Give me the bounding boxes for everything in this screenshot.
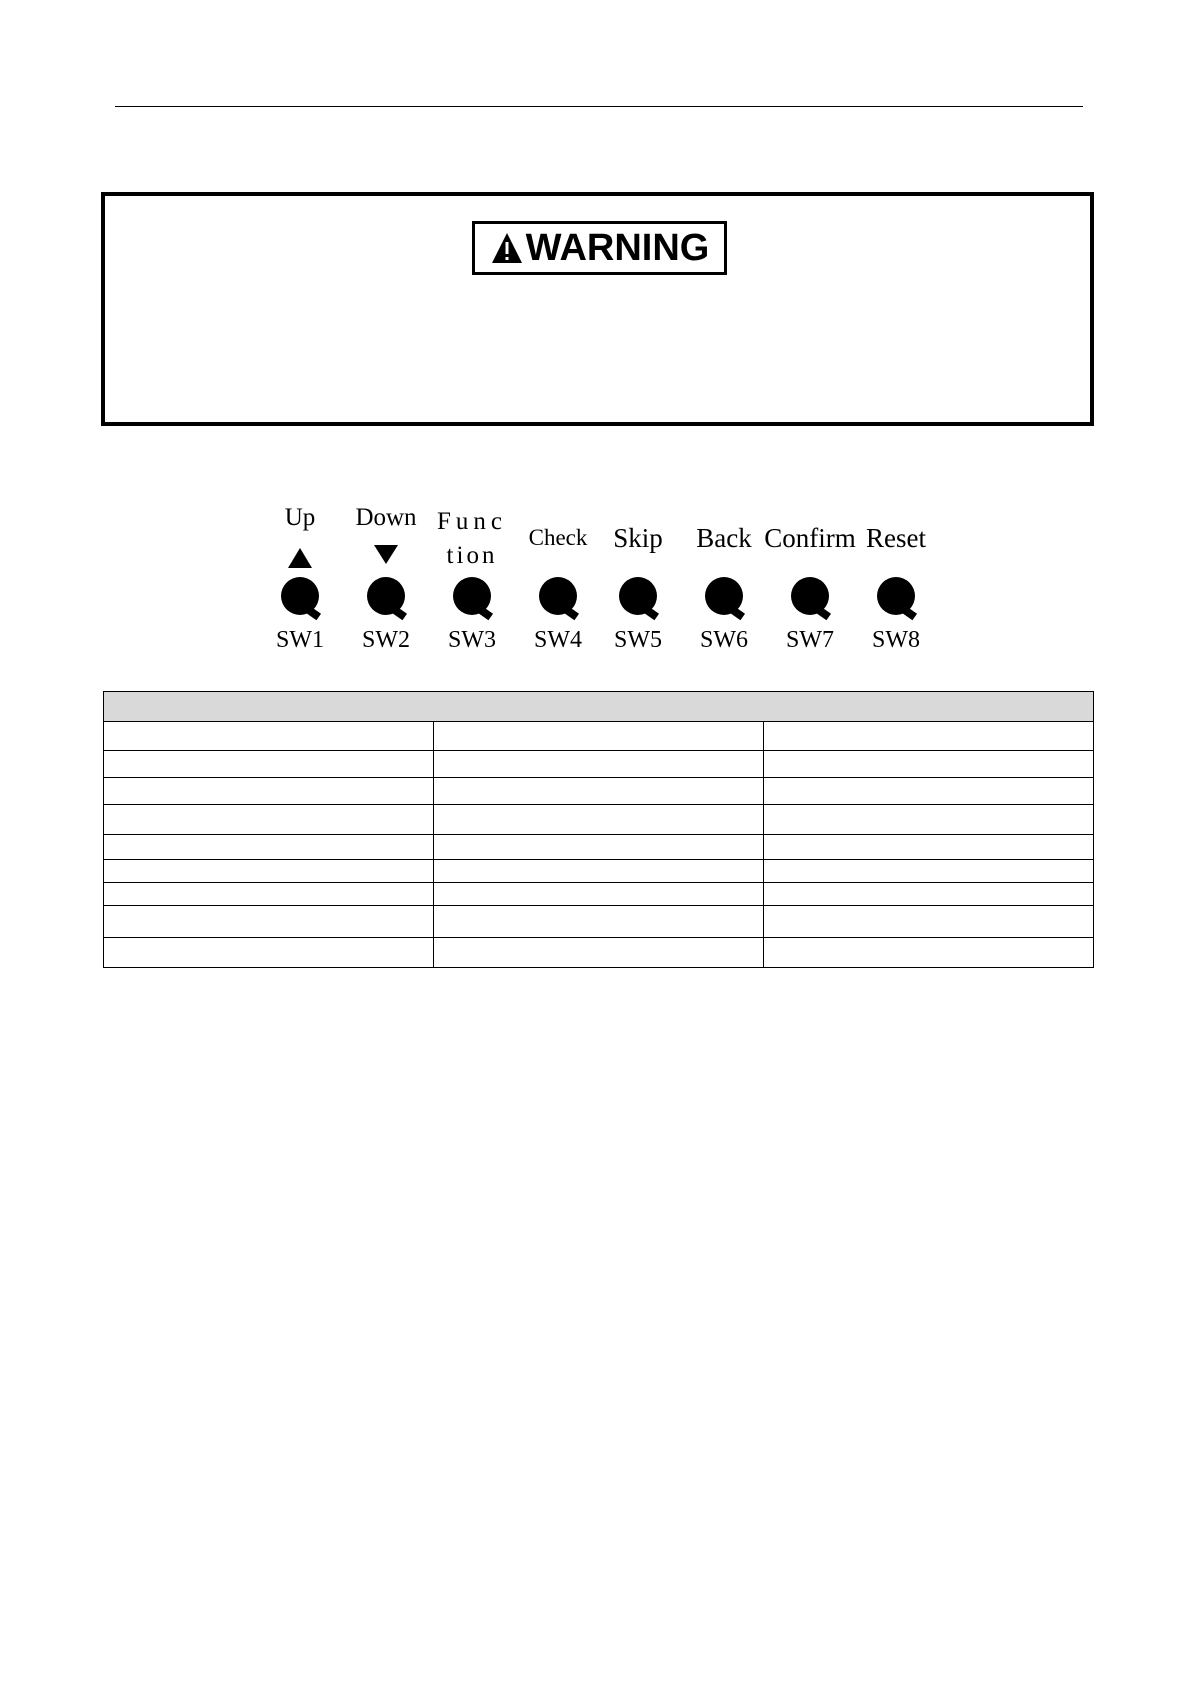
table-cell xyxy=(434,722,764,751)
sw8-id: SW8 xyxy=(872,627,920,653)
sw8-label: Reset xyxy=(866,523,926,553)
warning-label xyxy=(472,221,727,275)
table-row xyxy=(104,883,1094,906)
function-button[interactable] xyxy=(453,577,491,615)
table-row xyxy=(104,722,1094,751)
table-cell xyxy=(764,805,1094,835)
sw3-label-line1: Func xyxy=(437,508,507,535)
table-cell xyxy=(764,906,1094,938)
table-cell xyxy=(434,805,764,835)
down-button[interactable] xyxy=(367,577,405,615)
table-cell xyxy=(764,938,1094,968)
reset-button[interactable] xyxy=(877,577,915,615)
table-cell xyxy=(434,778,764,805)
check-button[interactable] xyxy=(539,577,577,615)
button-panel xyxy=(260,500,960,670)
table-row xyxy=(104,805,1094,835)
table-cell xyxy=(104,751,434,778)
table-row xyxy=(104,778,1094,805)
table-row xyxy=(104,860,1094,883)
warning-text: WARNING xyxy=(525,226,710,269)
table-cell xyxy=(104,883,434,906)
table-cell xyxy=(764,751,1094,778)
table-cell xyxy=(764,860,1094,883)
up-button[interactable] xyxy=(281,577,319,615)
table-row xyxy=(104,906,1094,938)
sw3-label-line2: tion xyxy=(446,542,498,569)
table-cell xyxy=(104,722,434,751)
table-row xyxy=(104,835,1094,860)
table-cell xyxy=(104,938,434,968)
sw3-id: SW3 xyxy=(448,627,496,653)
table-cell xyxy=(104,778,434,805)
table-row xyxy=(104,751,1094,778)
sw8-key xyxy=(856,500,936,670)
table-cell xyxy=(104,906,434,938)
table-cell xyxy=(104,805,434,835)
table-cell xyxy=(434,938,764,968)
key-function-table xyxy=(103,691,1094,968)
table-header xyxy=(104,692,1094,722)
sw4-label: Check xyxy=(528,525,588,550)
table-header-row xyxy=(104,692,1094,722)
table-cell xyxy=(764,883,1094,906)
sw5-id: SW5 xyxy=(614,627,662,653)
back-button[interactable] xyxy=(705,577,743,615)
sw6-id: SW6 xyxy=(700,627,748,653)
sw2-label: Down xyxy=(355,504,417,531)
up-arrow-icon xyxy=(287,547,313,569)
table-cell xyxy=(434,883,764,906)
table-cell xyxy=(764,778,1094,805)
sw6-label: Back xyxy=(696,523,752,553)
table-cell xyxy=(434,860,764,883)
table-cell xyxy=(104,835,434,860)
sw4-id: SW4 xyxy=(534,627,582,653)
table-cell xyxy=(434,906,764,938)
sw7-label: Confirm xyxy=(764,523,856,553)
confirm-button[interactable] xyxy=(791,577,829,615)
sw1-id: SW1 xyxy=(276,627,324,653)
table-row xyxy=(104,938,1094,968)
sw2-id: SW2 xyxy=(362,627,410,653)
sw7-id: SW7 xyxy=(786,627,834,653)
table-cell xyxy=(434,751,764,778)
skip-button[interactable] xyxy=(619,577,657,615)
warning-triangle-icon xyxy=(490,231,524,265)
header-rule xyxy=(115,106,1083,107)
sw1-label: Up xyxy=(284,504,316,531)
sw5-label: Skip xyxy=(613,523,663,553)
table-cell xyxy=(434,835,764,860)
table-cell xyxy=(764,835,1094,860)
table-cell xyxy=(104,860,434,883)
table-cell xyxy=(764,722,1094,751)
down-arrow-icon xyxy=(373,544,399,566)
